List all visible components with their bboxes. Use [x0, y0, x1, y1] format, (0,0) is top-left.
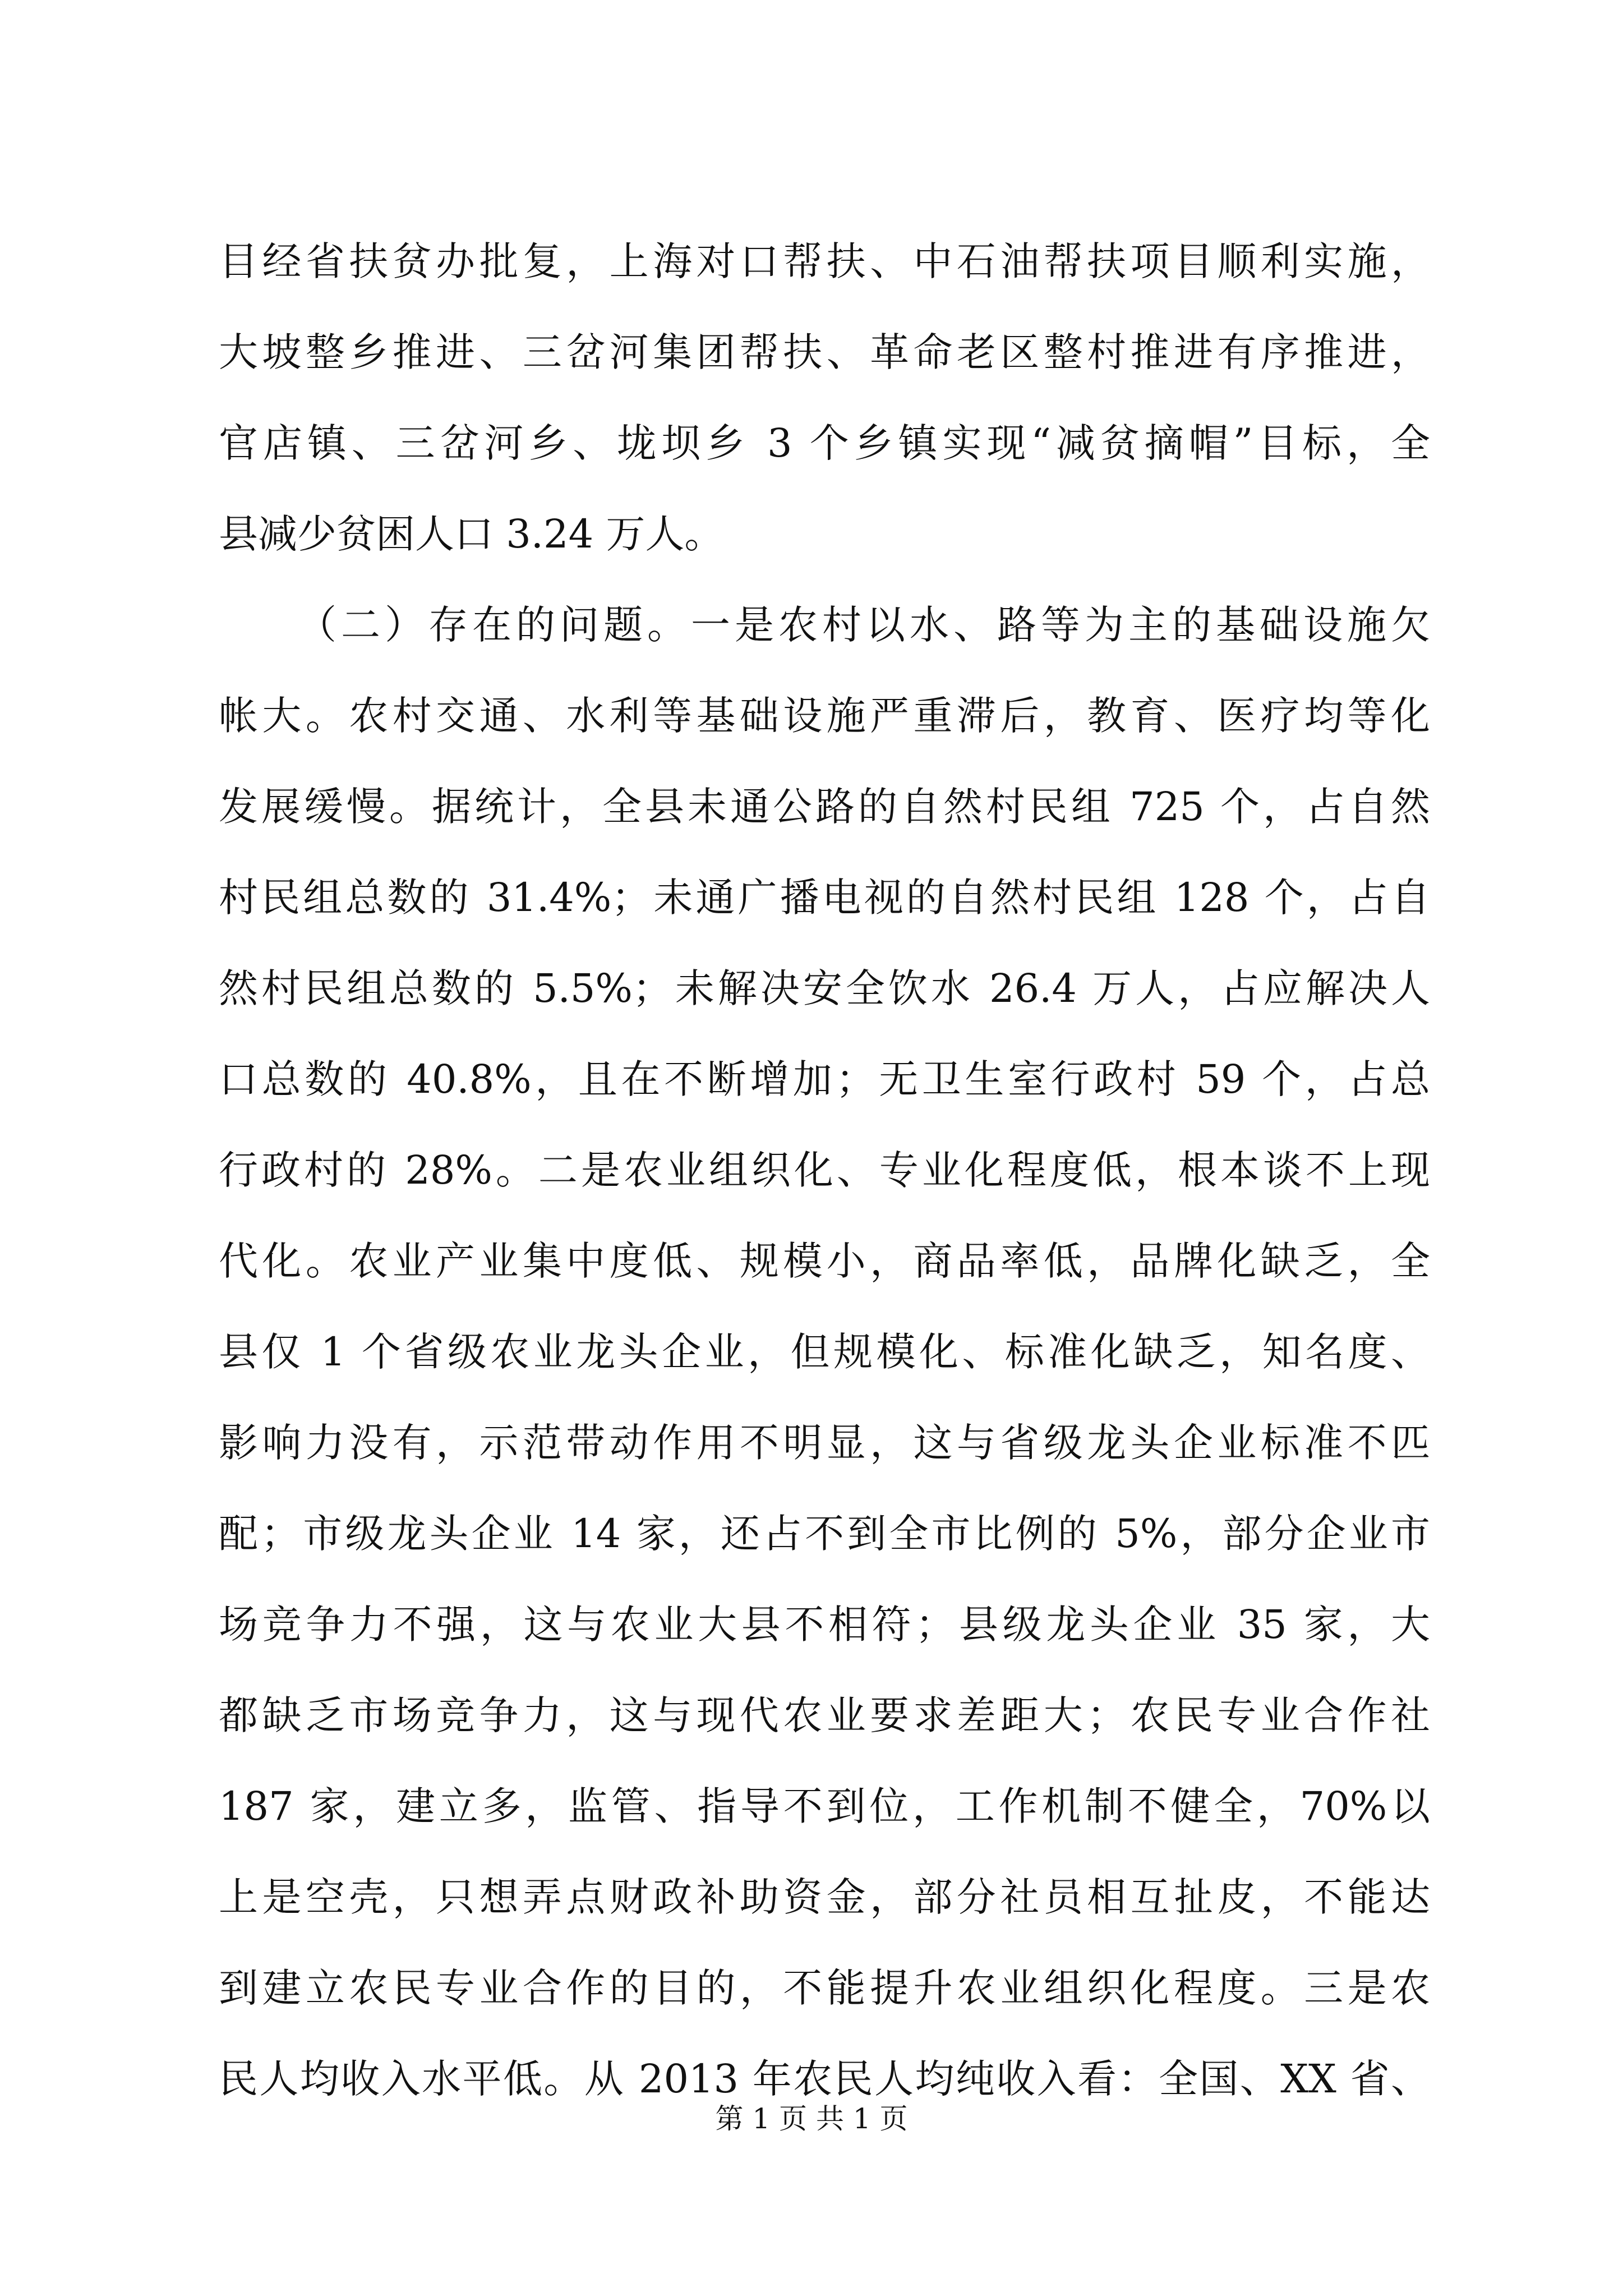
text-line: 上是空壳，只想弄点财政补助资金，部分社员相互扯皮，不能达	[219, 1874, 1430, 1920]
text-line: 187 家，建立多，监管、指导不到位，工作机制不健全，70%以	[219, 1783, 1430, 1829]
text-line: 发展缓慢。据统计，全县未通公路的自然村民组 725 个，占自然	[219, 784, 1430, 830]
text-line: 村民组总数的 31.4%；未通广播电视的自然村民组 128 个，占自	[219, 875, 1430, 921]
text-line: 口总数的 40.8%，且在不断增加；无卫生室行政村 59 个，占总	[219, 1056, 1430, 1102]
text-line: 代化。农业产业集中度低、规模小，商品率低，品牌化缺乏，全	[219, 1238, 1430, 1284]
text-line: 帐大。农村交通、水利等基础设施严重滞后，教育、医疗均等化	[219, 693, 1430, 739]
text-line: 场竞争力不强，这与农业大县不相符；县级龙头企业 35 家，大	[219, 1602, 1430, 1648]
text-line: 官店镇、三岔河乡、垅坝乡 3 个乡镇实现“减贫摘帽”目标，全	[219, 420, 1430, 466]
document-body	[219, 216, 1430, 2124]
page-footer	[0, 2099, 1623, 2138]
text-line: 县减少贫困人口 3.24 万人。	[219, 511, 724, 557]
page-number: 第 1 页 共 1 页	[715, 2102, 908, 2135]
text-line: 行政村的 28%。二是农业组织化、专业化程度低，根本谈不上现	[219, 1147, 1430, 1193]
text-line: 然村民组总数的 5.5%；未解决安全饮水 26.4 万人，占应解决人	[219, 965, 1430, 1011]
text-line: 县仅 1 个省级农业龙头企业，但规模化、标准化缺乏，知名度、	[219, 1329, 1430, 1375]
text-line: 配；市级龙头企业 14 家，还占不到全市比例的 5%，部分企业市	[219, 1511, 1430, 1557]
text-line: 到建立农民专业合作的目的，不能提升农业组织化程度。三是农	[219, 1965, 1430, 2011]
text-line: （二）存在的问题。一是农村以水、路等为主的基础设施欠	[297, 602, 1430, 648]
text-line: 影响力没有，示范带动作用不明显，这与省级龙头企业标准不匹	[219, 1420, 1430, 1466]
text-line: 都缺乏市场竞争力，这与现代农业要求差距大；农民专业合作社	[219, 1692, 1430, 1738]
text-line: 大坡整乡推进、三岔河集团帮扶、革命老区整村推进有序推进，	[219, 329, 1430, 375]
text-line: 目经省扶贫办批复，上海对口帮扶、中石油帮扶项目顺利实施，	[219, 238, 1430, 284]
text-line: 民人均收入水平低。从 2013 年农民人均纯收入看：全国、XX 省、	[219, 2056, 1430, 2102]
